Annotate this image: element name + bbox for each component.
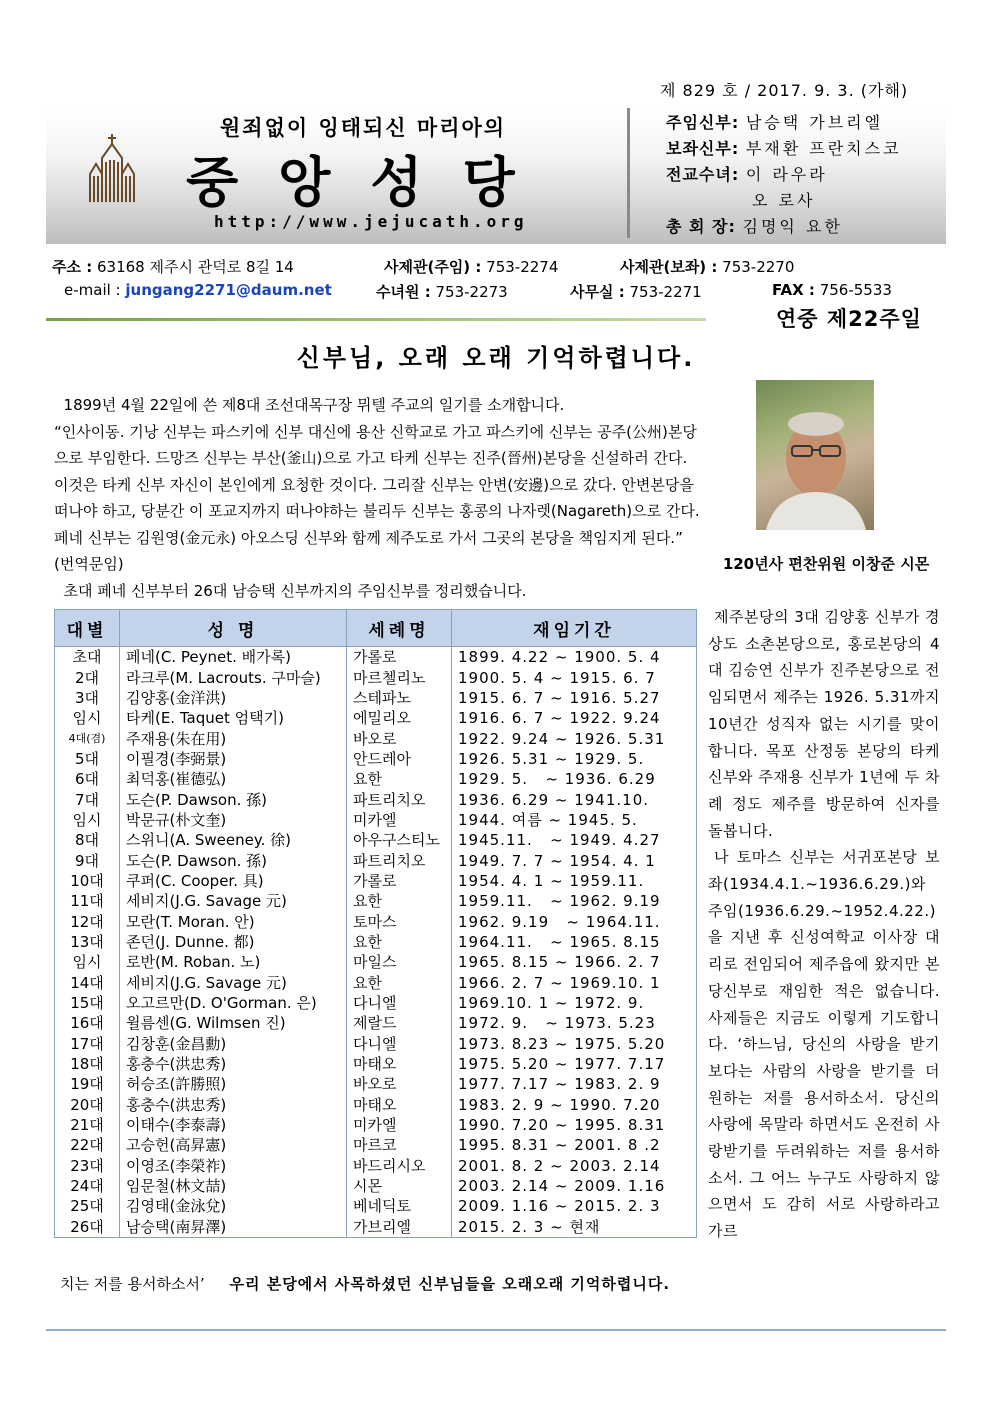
table-row (55, 871, 697, 891)
cell-name: 세비지(J.G. Savage 元) (120, 973, 347, 993)
cell-baptismal-name: 요한 (347, 932, 452, 952)
side-paragraph: 나 토마스 신부는 서귀포본당 보좌(1934.4.1.~1936.6.29.)와 주임(1936.6.29.~1952.4.22.)을 지낸 후 신성여학교 이사장 대리로 전임되어 제주읍에 왔지만 본당신부로 재임한 적은 없습니다. 사제들은 지금도 이렇게 기도합니다. ‘하느님, 당신의 사랑을 받기 보다는 사람의 사랑을 받기를 더 원하는 저를 용서하소서. 당신의 사랑에 목말라 하면서도 온전히 사랑받기를 두려워하는 저를 용서하소서. 그 어느 누구도 사랑하지 않으면서 도 감히 서로 사랑하라고 가르 (708, 848, 940, 1241)
cell-name: 남승택(南昇澤) (120, 1217, 347, 1238)
cell-term: 1922. 9.24 ~ 1926. 5.31 (452, 728, 697, 748)
cell-term: 1899. 4.22 ~ 1900. 5. 4 (452, 647, 697, 668)
photo-caption: 120년사 편찬위원 이창준 시몬 (722, 555, 930, 573)
table-row (55, 911, 697, 931)
issue-number: 제 829 호 / 2017. 9. 3. (가해) (660, 81, 909, 100)
table-row (55, 769, 697, 789)
article-body (54, 392, 704, 604)
cell-name: 홍충수(洪忠秀) (120, 1095, 347, 1115)
cell-term: 1959.11. ~ 1962. 9.19 (452, 891, 697, 911)
table-row (55, 1156, 697, 1176)
rectory-main (384, 256, 558, 277)
cell-baptismal-name: 마태오 (347, 1054, 452, 1074)
closing-bold: 우리 본당에서 사목하셨던 신부님들을 오래오래 기억하렵니다. (229, 1275, 671, 1293)
cell-generation: 13대 (55, 932, 120, 952)
fax (772, 281, 892, 299)
cell-baptismal-name: 파트리치오 (347, 789, 452, 809)
table-row (55, 1034, 697, 1054)
cell-name: 임문철(林文喆) (120, 1176, 347, 1196)
cell-generation: 17대 (55, 1034, 120, 1054)
fax-number: 756-5533 (819, 281, 892, 299)
email-label: e-mail : (64, 281, 121, 299)
table-row (55, 708, 697, 728)
cell-term: 1954. 4. 1 ~ 1959.11. (452, 871, 697, 891)
table-row (55, 932, 697, 952)
cell-term: 1936. 6.29 ~ 1941.10. (452, 789, 697, 809)
article-paragraph: “인사이동. 기낭 신부는 파스키에 신부 대신에 용산 신학교로 가고 파스키에 신부는 공주(公州)본당으로 부임한다. 드망즈 신부는 부산(釜山)으로 가고 타케 신부는 진주(晉州)본당을 신설하러 간다. 이것은 타케 신부 자신이 본인에게 요청한 것이다. 그리잘 신부는 안변(安邊)으로 갔다. 안변본당을 떠나야 하고, 당분간 이 포교지까지 떠나야하는 불리두 신부는 홍콩의 나자렛(Nagareth)으로 간다. 페네 신부는 김원영(金元永) 아오스딩 신부와 함께 제주도로 가서 그곳의 본당을 책임지게 된다.” (번역문임) (54, 422, 700, 573)
cell-baptismal-name: 제랄드 (347, 1013, 452, 1033)
address-label: 주소 : (52, 258, 93, 276)
cell-term: 1966. 2. 7 ~ 1969.10. 1 (452, 973, 697, 993)
table-row (55, 728, 697, 748)
cell-baptismal-name: 스테파노 (347, 688, 452, 708)
rectory-main-phone: 753-2274 (486, 258, 559, 276)
cell-baptismal-name: 토마스 (347, 911, 452, 931)
cell-term: 1949. 7. 7 ~ 1954. 4. 1 (452, 850, 697, 870)
cell-name: 허승조(許勝照) (120, 1074, 347, 1094)
cell-term: 1972. 9. ~ 1973. 5.23 (452, 1013, 697, 1033)
cell-baptismal-name: 요한 (347, 973, 452, 993)
cell-term: 1983. 2. 9 ~ 1990. 7.20 (452, 1095, 697, 1115)
cell-baptismal-name: 에밀리오 (347, 708, 452, 728)
cell-baptismal-name: 바드리시오 (347, 1156, 452, 1176)
cell-baptismal-name: 베네딕토 (347, 1196, 452, 1216)
cell-term: 1945.11. ~ 1949. 4.27 (452, 830, 697, 850)
cell-baptismal-name: 미카엘 (347, 1115, 452, 1135)
address: 63168 제주시 관덕로 8길 14 (96, 258, 294, 276)
cell-generation: 25대 (55, 1196, 120, 1216)
cell-term: 1944. 여름 ~ 1945. 5. (452, 810, 697, 830)
cell-baptismal-name: 다니엘 (347, 993, 452, 1013)
cell-generation: 21대 (55, 1115, 120, 1135)
cell-generation: 8대 (55, 830, 120, 850)
headline: 신부님, 오래 오래 기억하렵니다. (296, 344, 696, 372)
cell-name: 김창훈(金昌勳) (120, 1034, 347, 1054)
table-row (55, 891, 697, 911)
header-name: 성 명 (120, 610, 347, 647)
cell-name: 홍충수(洪忠秀) (120, 1054, 347, 1074)
table-row (55, 1054, 697, 1074)
cell-term: 1973. 8.23 ~ 1975. 5.20 (452, 1034, 697, 1054)
cell-generation: 24대 (55, 1176, 120, 1196)
cell-term: 2015. 2. 3 ~ 현재 (452, 1217, 697, 1238)
cell-generation: 14대 (55, 973, 120, 993)
cell-baptismal-name: 마태오 (347, 1095, 452, 1115)
footer-rule (46, 1329, 946, 1331)
cell-baptismal-name: 요한 (347, 891, 452, 911)
cell-generation: 임시 (55, 708, 120, 728)
table-row (55, 850, 697, 870)
cell-baptismal-name: 마르첼리노 (347, 667, 452, 687)
portrait-illustration (756, 380, 874, 530)
cell-term: 1977. 7.17 ~ 1983. 2. 9 (452, 1074, 697, 1094)
fax-label: FAX : (772, 281, 815, 299)
cell-term: 1990. 7.20 ~ 1995. 8.31 (452, 1115, 697, 1135)
cell-baptismal-name: 가롤로 (347, 647, 452, 668)
cell-term: 1962. 9.19 ~ 1964.11. (452, 911, 697, 931)
cell-name: 이영조(李榮祚) (120, 1156, 347, 1176)
rectory-assoc (620, 256, 794, 277)
cell-generation: 7대 (55, 789, 120, 809)
cell-term: 1900. 5. 4 ~ 1915. 6. 7 (452, 667, 697, 687)
table-row (55, 973, 697, 993)
cell-baptismal-name: 파트리치오 (347, 850, 452, 870)
cell-generation: 22대 (55, 1135, 120, 1155)
convent-phone: 753-2273 (435, 283, 508, 301)
cell-name: 도슨(P. Dawson. 孫) (120, 850, 347, 870)
cell-generation: 2대 (55, 667, 120, 687)
cell-term: 1964.11. ~ 1965. 8.15 (452, 932, 697, 952)
table-row (55, 749, 697, 769)
cell-generation: 초대 (55, 647, 120, 668)
cell-name: 세비지(J.G. Savage 元) (120, 891, 347, 911)
table-row (55, 1135, 697, 1155)
rectory-assoc-label: 사제관(보좌) : (620, 258, 718, 276)
header-generation: 대별 (55, 610, 120, 647)
cell-baptismal-name: 가롤로 (347, 871, 452, 891)
email-line (64, 281, 332, 299)
staff-name: 부재환 프란치스코 (745, 139, 902, 158)
cell-generation: 18대 (55, 1054, 120, 1074)
convent (376, 281, 508, 302)
table-row (55, 952, 697, 972)
staff-role: 총 회 장: (666, 217, 736, 236)
staff-name: 오 로사 (752, 191, 816, 210)
cell-name: 모란(T. Moran. 안) (120, 911, 347, 931)
cell-generation: 9대 (55, 850, 120, 870)
cell-generation: 10대 (55, 871, 120, 891)
author-photo (756, 380, 874, 530)
table-row (55, 789, 697, 809)
cell-name: 박문규(朴文奎) (120, 810, 347, 830)
staff-role: 보좌신부: (666, 139, 740, 158)
cell-generation: 16대 (55, 1013, 120, 1033)
table-row (55, 688, 697, 708)
table-row (55, 647, 697, 668)
rectory-assoc-phone: 753-2270 (722, 258, 795, 276)
table-row (55, 1095, 697, 1115)
cell-term: 1965. 8.15 ~ 1966. 2. 7 (452, 952, 697, 972)
cell-generation: 12대 (55, 911, 120, 931)
staff-assistant (666, 136, 902, 159)
cell-generation: 3대 (55, 688, 120, 708)
cell-generation: 11대 (55, 891, 120, 911)
masthead-divider (627, 108, 630, 238)
cell-generation: 4대(겸) (55, 728, 120, 748)
cell-term: 1995. 8.31 ~ 2001. 8 .2 (452, 1135, 697, 1155)
office-phone: 753-2271 (629, 283, 702, 301)
office (570, 281, 702, 302)
cell-term: 1916. 6. 7 ~ 1922. 9.24 (452, 708, 697, 728)
cell-generation: 20대 (55, 1095, 120, 1115)
rectory-main-label: 사제관(주임) : (384, 258, 482, 276)
table-body (55, 647, 697, 1238)
closing-line (60, 1273, 670, 1294)
staff-role: 전교수녀: (666, 165, 740, 184)
divider-rule (46, 318, 706, 321)
cell-name: 최덕홍(崔德弘) (120, 769, 347, 789)
header-baptismal-name: 세례명 (347, 610, 452, 647)
cell-name: 오고르만(D. O'Gorman. 은) (120, 993, 347, 1013)
table-row (55, 993, 697, 1013)
cell-generation: 5대 (55, 749, 120, 769)
staff-role: 주임신부: (666, 113, 740, 132)
closing-lead: 치는 저를 용서하소서’ (60, 1275, 205, 1293)
side-column (708, 604, 940, 1245)
cell-generation: 23대 (55, 1156, 120, 1176)
cell-term: 2001. 8. 2 ~ 2003. 2.14 (452, 1156, 697, 1176)
table-row (55, 1013, 697, 1033)
cell-baptismal-name: 안드레아 (347, 749, 452, 769)
cell-baptismal-name: 바오로 (347, 1074, 452, 1094)
table-row (55, 830, 697, 850)
office-label: 사무실 : (570, 283, 625, 301)
email-link[interactable]: jungang2271@daum.net (125, 281, 332, 299)
article-paragraph: 1899년 4월 22일에 쓴 제8대 조선대목구장 뮈텔 주교의 일기를 소개합니다. (54, 396, 565, 414)
header-term: 재임기간 (452, 610, 697, 647)
cell-name: 페네(C. Peynet. 배가록) (120, 647, 347, 668)
priest-table (54, 609, 697, 1238)
cell-name: 주재용(朱在用) (120, 728, 347, 748)
cell-baptismal-name: 미카엘 (347, 810, 452, 830)
cell-term: 2009. 1.16 ~ 2015. 2. 3 (452, 1196, 697, 1216)
cell-term: 1926. 5.31 ~ 1929. 5. (452, 749, 697, 769)
cell-name: 이태수(李泰壽) (120, 1115, 347, 1135)
cell-term: 2003. 2.14 ~ 2009. 1.16 (452, 1176, 697, 1196)
table-row (55, 1176, 697, 1196)
cell-generation: 임시 (55, 810, 120, 830)
staff-name: 남승택 가브리엘 (745, 113, 884, 132)
staff-name: 김명익 요한 (742, 217, 843, 236)
staff-sister-2 (752, 188, 815, 211)
cell-name: 쿠퍼(C. Cooper. 具) (120, 871, 347, 891)
article-paragraph: 초대 페네 신부부터 26대 남승택 신부까지의 주임신부를 정리했습니다. (54, 581, 527, 600)
cell-name: 로반(M. Roban. 노) (120, 952, 347, 972)
cell-term: 1929. 5. ~ 1936. 6.29 (452, 769, 697, 789)
cell-baptismal-name: 요한 (347, 769, 452, 789)
masthead-subtitle: 원죄없이 잉태되신 마리아의 (220, 116, 507, 140)
staff-pastor (666, 110, 883, 133)
cell-term: 1915. 6. 7 ~ 1916. 5.27 (452, 688, 697, 708)
cell-baptismal-name: 다니엘 (347, 1034, 452, 1054)
staff-sister-1 (666, 162, 828, 185)
cell-baptismal-name: 가브리엘 (347, 1217, 452, 1238)
cell-term: 1975. 5.20 ~ 1977. 7.17 (452, 1054, 697, 1074)
cell-name: 도슨(P. Dawson. 孫) (120, 789, 347, 809)
cell-generation: 6대 (55, 769, 120, 789)
liturgical-week: 연중 제22주일 (776, 307, 922, 331)
cell-baptismal-name: 마일스 (347, 952, 452, 972)
table-row (55, 1217, 697, 1238)
contact-line-1 (52, 256, 294, 277)
cell-baptismal-name: 마르코 (347, 1135, 452, 1155)
cell-generation: 15대 (55, 993, 120, 1013)
cell-name: 이필경(李弼景) (120, 749, 347, 769)
cell-name: 고승헌(高昇憲) (120, 1135, 347, 1155)
cell-name: 윌름센(G. Wilmsen 진) (120, 1013, 347, 1033)
cell-baptismal-name: 시몬 (347, 1176, 452, 1196)
table-row (55, 810, 697, 830)
table-header-row (55, 610, 697, 647)
table-row (55, 1115, 697, 1135)
cell-baptismal-name: 아우구스티노 (347, 830, 452, 850)
cell-name: 라크루(M. Lacrouts. 구마슬) (120, 667, 347, 687)
table-row (55, 1196, 697, 1216)
cell-name: 존던(J. Dunne. 都) (120, 932, 347, 952)
cell-name: 스위니(A. Sweeney. 徐) (120, 830, 347, 850)
table-row (55, 667, 697, 687)
cell-name: 김영태(金泳兌) (120, 1196, 347, 1216)
staff-name: 이 라우라 (745, 165, 828, 184)
cell-generation: 26대 (55, 1217, 120, 1238)
staff-president (666, 214, 843, 237)
cell-generation: 임시 (55, 952, 120, 972)
convent-label: 수녀원 : (376, 283, 431, 301)
cell-term: 1969.10. 1 ~ 1972. 9. (452, 993, 697, 1013)
website-link[interactable]: http://www.jejucath.org (214, 212, 528, 231)
masthead-title: 중앙성당 (186, 151, 555, 214)
cell-baptismal-name: 바오로 (347, 728, 452, 748)
cell-name: 김양홍(金洋洪) (120, 688, 347, 708)
church-icon (84, 132, 140, 204)
table-row (55, 1074, 697, 1094)
cell-generation: 19대 (55, 1074, 120, 1094)
cell-name: 타케(E. Taquet 엄택기) (120, 708, 347, 728)
side-paragraph: 제주본당의 3대 김양홍 신부가 경상도 소촌본당으로, 홍로본당의 4대 김승연 신부가 진주본당으로 전임되면서 제주는 1926. 5.31까지 10년간 성직자 없는 시기를 맞이합니다. 목포 산정동 본당의 타케 신부와 주재용 신부가 1년에 두 차례 정도 제주를 방문하여 신자를 돌봅니다. (708, 608, 940, 840)
